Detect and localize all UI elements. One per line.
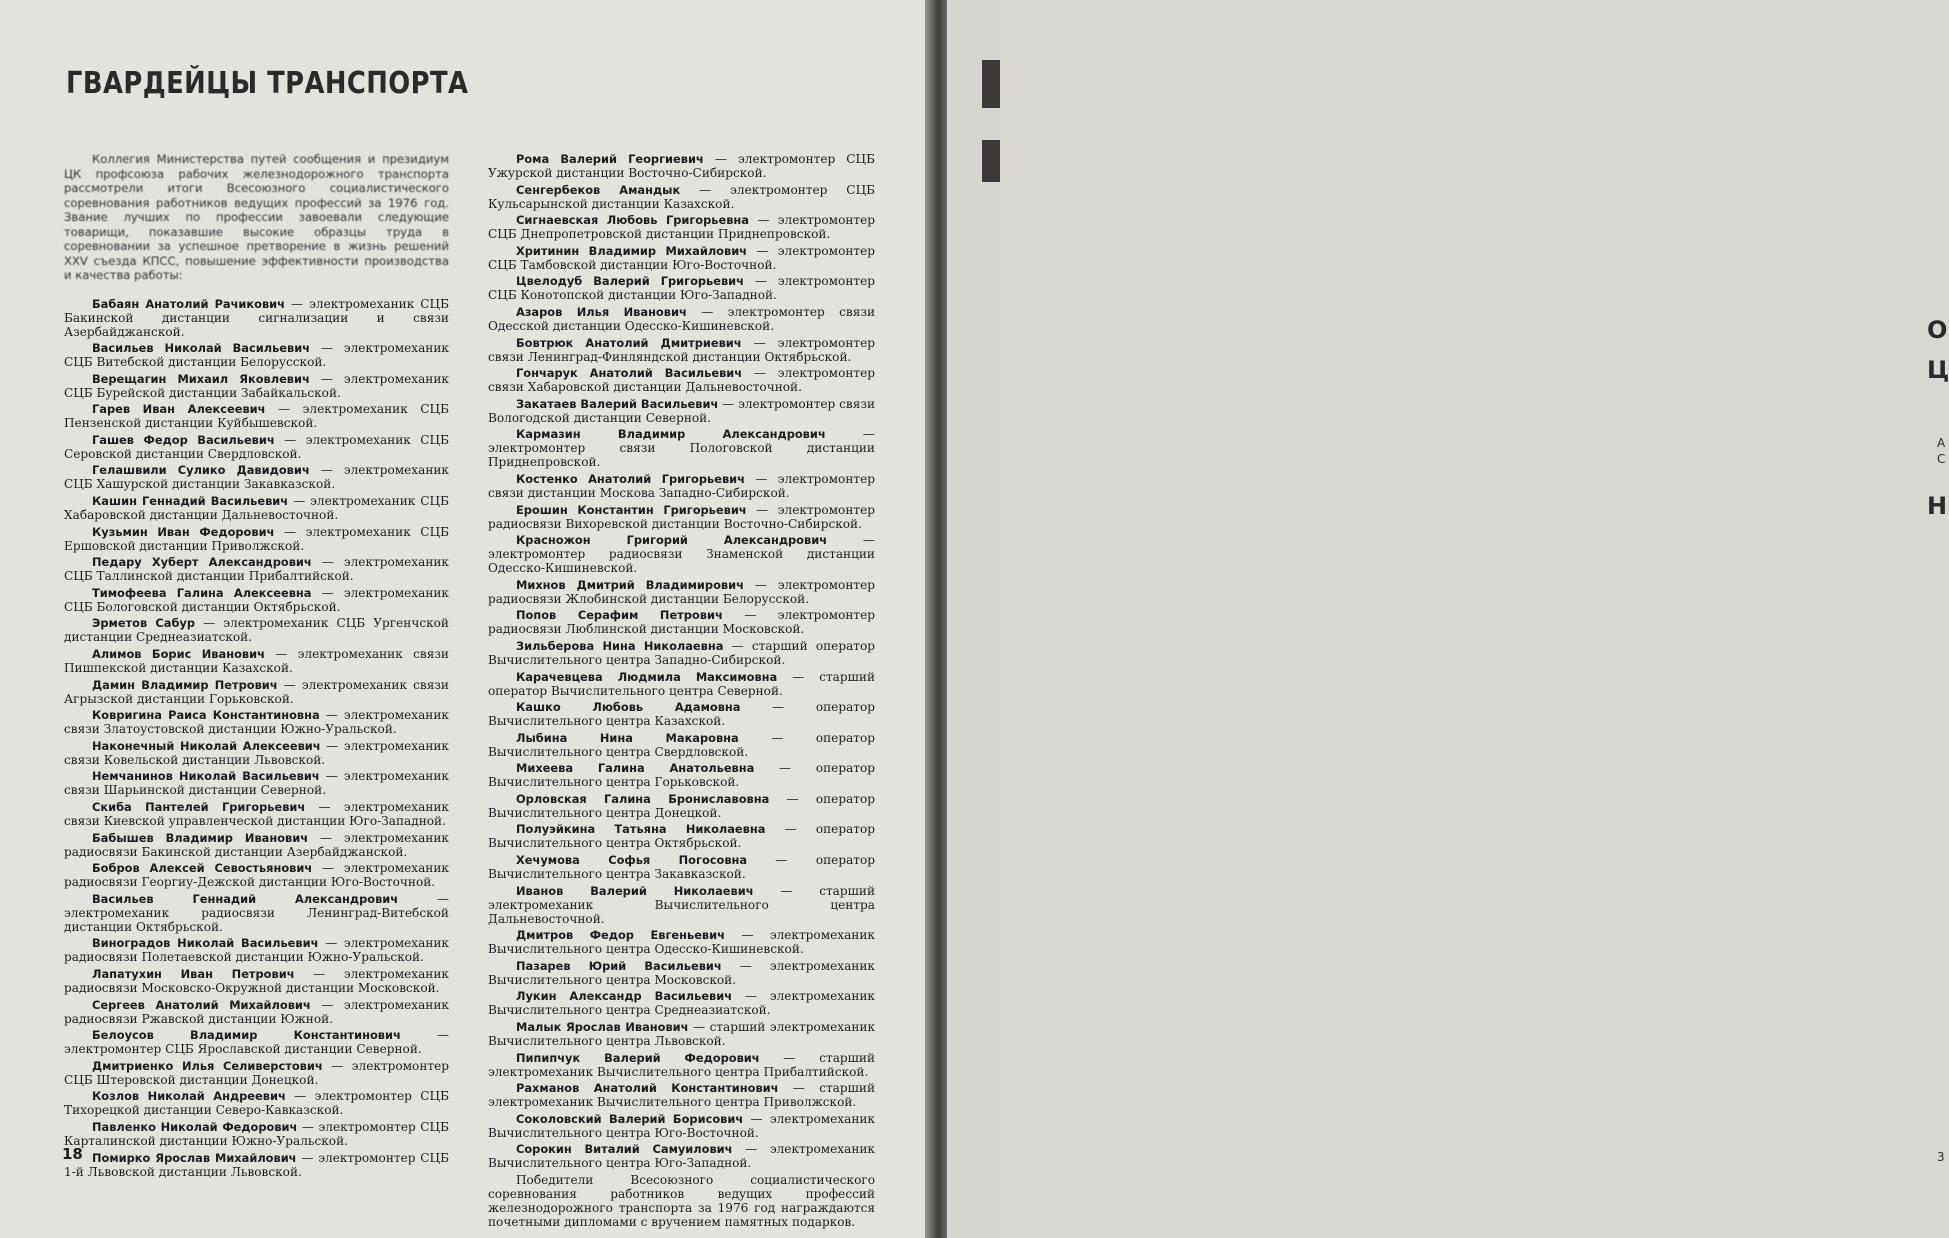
award-entry [64,800,449,828]
recipient-description: — электромеханик СЦБ Хабаровской дистанции Дальневосточной. [64,494,449,523]
left-entry-list [64,297,449,1179]
award-entry [488,639,875,667]
magazine-page [0,0,925,1238]
recipient-description: — электромонтер радиосвязи Люблинской дистанции Московской. [488,608,875,637]
page-gutter [925,0,947,1238]
recipient-name: Закатаев Валерий Васильевич [516,396,719,411]
recipient-description: — электромеханик СЦБ Пензенской дистанции Куйбышевской. [64,402,449,431]
recipient-name: Лыбина Нина Макаровна [516,730,739,745]
recipient-name: Попов Серафим Петрович [516,608,723,623]
recipient-description: — электромеханик радиосвязи Бакинской дистанции Азербайджанской. [64,830,449,859]
recipient-description: — электромеханик СЦБ Таллинской дистанции Прибалтийской. [64,555,449,584]
award-entry [64,297,449,339]
award-entry [488,608,875,636]
award-entry [488,792,875,820]
award-entry [64,1089,449,1117]
recipient-name: Кузьмин Иван Федорович [92,524,275,539]
recipient-description: — электромеханик радиосвязи Ржавской дистанции Южной. [64,997,449,1026]
recipient-description: — электромеханик СЦБ Ершовской дистанции Приволжской. [64,524,449,553]
award-entry [488,472,875,500]
adjacent-heading-fragment: О [1927,316,1948,344]
recipient-name: Бабаян Анатолий Рачикович [92,296,285,311]
award-entry [488,274,875,302]
recipient-description: — электромеханик СЦБ Хашурской дистанции Закавказской. [64,463,449,492]
award-entry [488,670,875,698]
recipient-name: Ерошин Константин Григорьевич [516,502,747,517]
article-title: ГВАРДЕЙЦЫ ТРАНСПОРТА [66,66,469,101]
recipient-description: — электромеханик Вычислительного центра Московской. [488,958,875,987]
recipient-description: — электромеханик СЦБ Бакинской дистанции сигнализации и связи Азербайджанской. [64,296,449,339]
award-entry [488,503,875,531]
award-entry [64,372,449,400]
recipient-description: — электромонтер связи дистанции Москова Западно-Сибирской. [488,471,875,500]
recipient-description: — электромеханик радиосвязи Московско-Окружной дистанции Московской. [64,966,449,995]
recipient-description: — старший оператор Вычислительного центра Западно-Сибирской. [488,638,876,667]
recipient-description: — оператор Вычислительного центра Закавказской. [488,853,875,882]
recipient-name: Козлов Николай Андреевич [92,1089,286,1104]
recipient-name: Малык Ярослав Иванович [516,1020,689,1035]
award-entry [488,731,875,759]
recipient-name: Наконечный Николай Алексеевич [92,738,321,753]
award-entry [64,647,449,675]
award-entry [64,1028,449,1056]
award-entry [64,936,449,964]
recipient-description: — электромеханик связи Киевской управленческой дистанции Юго-Западной. [64,800,449,828]
recipient-name: Васильев Геннадий Александрович [92,891,399,906]
award-entry [64,1151,449,1179]
award-entry [488,183,875,211]
award-entry [64,341,449,369]
recipient-description: — электромонтер СЦБ Тихорецкой дистанции Северо-Кавказской. [64,1089,449,1118]
recipient-description: — электромонтер СЦБ Кульсарынской дистанции Казахской. [488,182,875,211]
recipient-description: — оператор Вычислительного центра Октябрьской. [488,822,876,851]
recipient-name: Хритинин Владимир Михайлович [516,243,747,258]
recipient-name: Дамин Владимир Петрович [92,677,278,692]
recipient-name: Педару Хуберт Александрович [92,555,312,570]
recipient-name: Соколовский Валерий Борисович [516,1111,744,1126]
closing-paragraph: Победители Всесоюзного социалистического соревнования работников ведущих профессий железнодорожного транспорта за 1976 год награждаются почетными дипломами с вручением памятных подарков. [488,1173,875,1229]
recipient-name: Красножон Григорий Александрович [516,533,828,548]
award-entry [488,427,875,469]
recipient-name: Азаров Илья Иванович [516,304,687,319]
award-entry [488,1112,875,1140]
adjacent-text-fragment: А [1937,436,1946,450]
recipient-name: Пазарев Юрий Васильевич [516,958,722,973]
adjacent-page-number-fragment: 3 [1937,1150,1945,1164]
recipient-name: Эрметов Сабур [92,616,195,631]
award-entry [64,1059,449,1087]
award-entry [64,1120,449,1148]
recipient-name: Дмитриенко Илья Селиверстович [92,1058,323,1073]
recipient-name: Тимофеева Галина Алексеевна [92,585,312,600]
recipient-description: — оператор Вычислительного центра Казахской. [488,700,875,729]
recipient-name: Пипипчук Валерий Федорович [516,1050,760,1065]
recipient-name: Рахманов Анатолий Константинович [516,1081,779,1096]
recipient-description: — электромонтер радиосвязи Вихоревской дистанции Восточно-Сибирской. [488,502,875,531]
recipient-name: Гарев Иван Алексеевич [92,402,266,417]
recipient-name: Полуэйкина Татьяна Николаевна [516,822,766,837]
recipient-description: — электромонтер связи Хабаровской дистанции Дальневосточной. [488,366,875,395]
recipient-description: — электромонтер связи Вологодской дистанции Северной. [488,396,876,425]
award-entry [64,402,449,430]
recipient-name: Немчанинов Николай Васильевич [92,769,320,784]
award-entry [488,336,875,364]
award-entry [488,397,875,425]
recipient-description: — электромеханик связи Шарьинской дистанции Северной. [64,769,449,798]
award-entry [64,616,449,644]
recipient-name: Зильберова Нина Николаевна [516,638,724,653]
recipient-name: Хечумова Софья Погосовна [516,853,748,868]
award-entry [64,831,449,859]
recipient-description: — электромеханик Вычислительного центра Юго-Восточной. [488,1111,875,1140]
recipient-description: — электромонтер связи Пологовской дистанции Приднепровской. [488,427,875,470]
recipient-name: Гашев Федор Васильевич [92,432,275,447]
recipient-name: Карачевцева Людмила Максимовна [516,669,778,684]
recipient-description: — электромонтер радиосвязи Знаменской дистанции Одесско-Кишиневской. [488,533,875,576]
award-entry [488,305,875,333]
award-entry [488,366,875,394]
award-entry [64,555,449,583]
award-entry [488,1081,875,1109]
recipient-description: — электромонтер СЦБ Штеровской дистанции Донецкой. [64,1058,449,1087]
award-entry [488,578,875,606]
award-entry [488,1142,875,1170]
award-entry [488,884,875,926]
adjacent-black-block [982,140,1000,182]
award-entry [64,525,449,553]
recipient-name: Цвелодуб Валерий Григорьевич [516,274,744,289]
recipient-description: — старший электромеханик Вычислительного центра Дальневосточной. [488,883,875,926]
recipient-name: Сигнаевская Любовь Григорьевна [516,213,749,228]
recipient-description: — электромеханик Вычислительного центра Среднеазиатской. [488,989,875,1018]
recipient-description: — оператор Вычислительного центра Свердловской. [488,730,876,759]
recipient-description: — электромонтер СЦБ Конотопской дистанции Юго-Западной. [488,274,875,303]
recipient-name: Помирко Ярослав Михайлович [92,1150,297,1165]
recipient-name: Кашко Любовь Адамовна [516,700,741,715]
recipient-description: — старший оператор Вычислительного центра Северной. [488,669,875,698]
award-entry [64,739,449,767]
recipient-name: Дмитров Федор Евгеньевич [516,928,725,943]
award-entry [488,822,875,850]
recipient-description: — электромонтер СЦБ Ярославской дистанции Северной. [64,1028,449,1057]
recipient-name: Белоусов Владимир Константинович [92,1028,401,1043]
award-entry [64,708,449,736]
recipient-description: — электромонтер связи Одесской дистанции Одесско-Кишиневской. [488,304,876,333]
recipient-description: — электромонтер СЦБ Тамбовской дистанции Юго-Восточной. [488,243,875,272]
recipient-description: — старший электромеханик Вычислительного центра Прибалтийской. [488,1050,876,1079]
award-entry [64,769,449,797]
recipient-description: — электромеханик Вычислительного центра Одесско-Кишиневской. [488,928,875,957]
recipient-name: Кашин Геннадий Васильевич [92,494,289,509]
award-entry [64,494,449,522]
recipient-description: — электромеханик СЦБ Бурейской дистанции Забайкальской. [64,371,449,400]
recipient-description: — электромонтер СЦБ 1-й Львовской дистанции Львовской. [64,1150,449,1179]
award-entry [488,700,875,728]
recipient-name: Бабышев Владимир Иванович [92,830,309,845]
award-entry [488,244,875,272]
recipient-name: Бовтрюк Анатолий Дмитриевич [516,335,742,350]
award-entry [488,1020,875,1048]
recipient-name: Сорокин Виталий Самуилович [516,1142,733,1157]
award-entry [64,892,449,934]
page-number: 18 [62,1145,83,1163]
recipient-description: — старший электромеханик Вычислительного центра Львовской. [488,1020,875,1049]
recipient-description: — электромеханик радиосвязи Полетаевской дистанции Южно-Уральской. [64,936,449,965]
award-entry [488,928,875,956]
recipient-name: Михнов Дмитрий Владимирович [516,577,744,592]
award-entry [488,959,875,987]
adjacent-black-block [982,60,1000,108]
recipient-name: Виноградов Николай Васильевич [92,936,319,951]
award-entry [488,1051,875,1079]
award-entry [64,586,449,614]
recipient-name: Гелашвили Сулико Давидович [92,463,310,478]
recipient-description: — электромеханик связи Златоустовской дистанции Южно-Уральской. [64,708,449,737]
adjacent-initial-fragment: Н [1927,492,1948,520]
recipient-name: Бобров Алексей Севостьянович [92,861,313,876]
award-entry [64,433,449,461]
recipient-name: Алимов Борис Иванович [92,647,265,662]
recipient-description: — электромеханик Вычислительного центра Юго-Западной. [488,1142,875,1171]
recipient-description: — электромонтер СЦБ Ужурской дистанции Восточно-Сибирской. [488,152,875,180]
recipient-name: Кармазин Владимир Александрович [516,427,826,442]
recipient-name: Сенгербеков Амандык [516,182,681,197]
recipient-name: Васильев Николай Васильевич [92,341,311,356]
recipient-name: Лукин Александр Васильевич [516,989,733,1004]
award-entry [64,967,449,995]
adjacent-heading-fragment: Ц [1927,356,1949,384]
award-entry [64,998,449,1026]
recipient-description: — электромеханик радиосвязи Ленинград-Витебской дистанции Октябрьской. [64,891,449,934]
award-entry [488,533,875,575]
award-entry [488,761,875,789]
award-entry [488,213,875,241]
recipient-name: Верещагин Михаил Яковлевич [92,371,310,386]
recipient-name: Орловская Галина Брониславовна [516,791,770,806]
recipient-description: — электромеханик связи Агрызской дистанции Горьковской. [64,677,449,706]
recipient-description: — электромеханик СЦБ Бологовской дистанции Октябрьской. [64,585,449,614]
award-entry [488,853,875,881]
recipient-name: Павленко Николай Федорович [92,1119,298,1134]
award-entry [488,989,875,1017]
award-entry [64,463,449,491]
recipient-description: — электромеханик связи Ковельской дистанции Львовской. [64,738,449,767]
recipient-description: — электромеханик СЦБ Витебской дистанции Белорусской. [64,341,449,370]
right-entry-list [488,152,875,1170]
recipient-name: Лапатухин Иван Петрович [92,966,295,981]
recipient-description: — электромеханик радиосвязи Георгиу-Дежской дистанции Юго-Восточной. [64,861,449,890]
recipient-name: Иванов Валерий Николаевич [516,883,754,898]
recipient-description: — электромонтер связи Ленинград-Финляндской дистанции Октябрьской. [488,335,875,364]
award-entry [488,152,875,180]
award-entry [64,678,449,706]
recipient-name: Сергеев Анатолий Михайлович [92,997,311,1012]
recipient-description: — оператор Вычислительного центра Горьковской. [488,761,875,790]
recipient-description: — старший электромеханик Вычислительного центра Приволжской. [488,1081,875,1110]
recipient-description: — электромеханик СЦБ Серовской дистанции Свердловской. [64,432,449,461]
recipient-name: Гончарук Анатолий Васильевич [516,366,743,381]
recipient-description: — электромонтер СЦБ Днепропетровской дистанции Приднепровской. [488,213,875,242]
right-column [488,152,875,1229]
adjacent-page [947,0,1949,1238]
recipient-name: Костенко Анатолий Григорьевич [516,471,745,486]
recipient-description: — электромонтер радиосвязи Жлобинской дистанции Белорусской. [488,577,875,606]
recipient-name: Михеева Галина Анатольевна [516,761,755,776]
recipient-description: — электромеханик связи Пишпекской дистанции Казахской. [64,647,449,676]
recipient-name: Ковригина Раиса Константиновна [92,708,320,723]
left-column [64,152,449,1181]
recipient-description: — оператор Вычислительного центра Донецкой. [488,791,875,820]
recipient-description: — электромонтер СЦБ Карталинской дистанции Южно-Уральской. [64,1119,449,1148]
intro-paragraph: Коллегия Министерства путей сообщения и президиум ЦК профсоюза рабочих железнодорожного транспорта рассмотрели итоги Всесоюзного социалистического соревнования работников ведущих профессий за 1976 год. Звание лучших по профессии завоевали следующие товарищи, показавшие высокие образцы труда в соревновании за успешное претворение в жизнь решений XXV съезда КПСС, повышение эффективности производства и качества работы: [64,152,449,282]
recipient-name: Рома Валерий Георгиевич [516,152,704,166]
award-entry [64,861,449,889]
adjacent-text-fragment: С [1937,452,1946,466]
recipient-description: — электромеханик СЦБ Ургенчской дистанции Среднеазиатской. [64,616,449,645]
recipient-name: Скиба Пантелей Григорьевич [92,800,306,814]
